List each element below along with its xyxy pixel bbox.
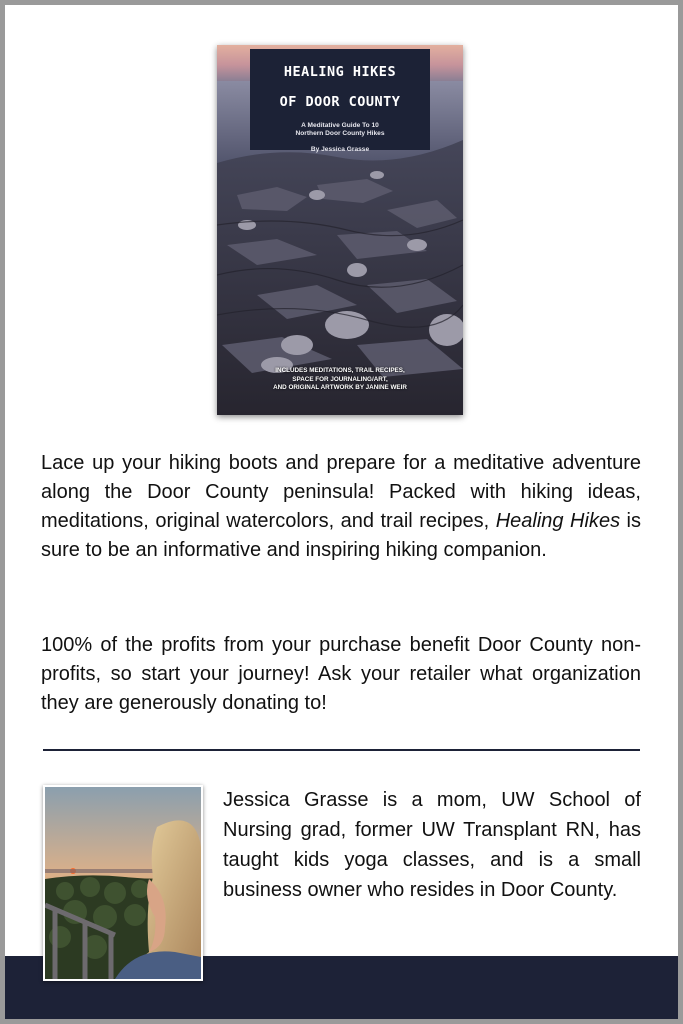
- sunset-overlook-photo: [45, 787, 201, 979]
- cover-title-line-2: OF DOOR COUNTY: [279, 94, 401, 110]
- author-bio: Jessica Grasse is a mom, UW School of Nursing grad, former UW Transplant RN, has taught kids yoga classes, and is a small business owner who resides in Door County.: [223, 789, 641, 901]
- cover-footer-line-2: SPACE FOR JOURNALING/ART,: [292, 375, 388, 383]
- cover-subtitle-line-1: A Meditative Guide To 10: [301, 122, 379, 129]
- description-paragraph-1: [41, 449, 641, 565]
- author-photo: [43, 785, 203, 981]
- description-paragraph-2: 100% of the profits from your purchase benefit Door County non-profits, so start your journey! Ask your retailer what organization they are generously donating to!: [41, 634, 641, 714]
- cover-title-block: [250, 49, 430, 153]
- section-divider: [43, 749, 640, 751]
- cover-title-line-1: HEALING HIKES: [283, 64, 397, 80]
- cover-footer-line-3: AND ORIGINAL ARTWORK BY JANINE WEIR: [273, 384, 407, 391]
- book-title-italic: Healing Hikes: [495, 510, 621, 532]
- cover-footer-line-1: INCLUDES MEDITATIONS, TRAIL RECIPES,: [275, 367, 405, 374]
- book-cover-image: [217, 45, 463, 415]
- description-p1-before: Lace up your hiking boots and prepare for a meditative adventure along the Door County peninsula! Packed with hiking ideas, meditations, original watercolors, and trail recipes,: [41, 452, 641, 532]
- cover-footer-text: [217, 367, 463, 393]
- cover-subtitle-line-2: Northern Door County Hikes: [295, 130, 385, 137]
- description-p1-after: is sure to be an informative and inspiring hiking companion.: [41, 510, 642, 561]
- cover-byline: By Jessica Grasse: [310, 146, 370, 153]
- flyer-page: [5, 5, 678, 1019]
